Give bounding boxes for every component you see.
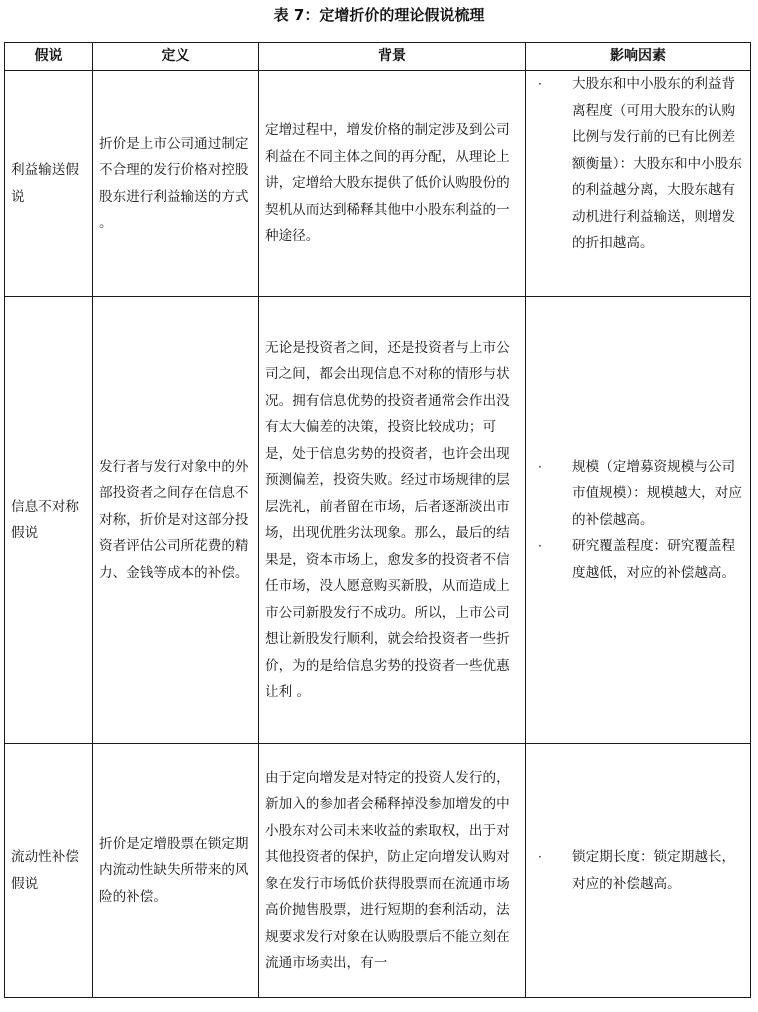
background-cell: 无论是投资者之间，还是投资者与上市公司之间，都会出现信息不对称的情形与状况。拥有信息优势的投资者通常会作出没有太大偏差的决策，投资比较成功；可是，处于信息劣势的投资者，也许会出现预测偏差，投资失败。经过市场规律的层层洗礼，前者留在市场，后者逐渐淡出市场，出现优胜劣汰现象。那么，最后的结果是，资本市场上，愈发多的投资者不信任市场，没人愿意购买新股，从而造成上市公司新股发行不成功。所以，上市公司想让新股发行顺利，就会给投资者一些折价，为的是给信息劣势的投资者一些优惠让利 。 [259,297,526,744]
factor-text: 研究覆盖程度：研究覆盖程度越低，对应的补偿越高。 [572,538,736,581]
factors-cell [526,297,751,744]
background-cell: 定增过程中，增发价格的制定涉及到公司利益在不同主体之间的再分配，从理论上讲，定增给大股东提供了低价认购股份的契机从而达到稀释其他中小股东利益的一种途径。 [259,71,526,297]
factor-text: 规模（定增募资规模与公司市值规模）：规模越大，对应的补偿越高。 [572,458,742,528]
bullet-icon: · [538,850,542,864]
definition-cell: 折价是上市公司通过制定不合理的发行价格对控股股东进行利益输送的方式 。 [93,71,259,297]
definition-cell: 发行者与发行对象中的外部投资者之间存在信息不对称，折价是对这部分投资者评估公司所花费的精力、金钱等成本的补偿。 [93,297,259,744]
table-row [5,744,751,998]
factors-cell [526,71,751,297]
table-row [5,297,751,744]
header-row [5,43,751,71]
bullet-icon: · [538,459,542,474]
hypothesis-cell: 信息不对称假说 [5,297,93,744]
hypothesis-cell: 流动性补偿假说 [5,744,93,998]
factors-cell [526,744,751,998]
factor-text: 大股东和中小股东的利益背离程度（可用大股东的认购比例与发行前的已有比例差额衡量）：大股东和中小股东的利益越分离，大股东越有动机进行利益输送，则增发的折扣越高。 [572,76,742,251]
bullet-icon: · [538,539,542,554]
bullet-icon: · [538,77,542,91]
header-factors: 影响因素 [526,43,751,71]
header-hypothesis: 假说 [5,43,93,71]
factor-item [532,533,744,586]
table-title: 表 7：定增折价的理论假说梳理 [273,6,485,24]
table-row [5,71,751,297]
hypothesis-table [4,42,751,998]
factor-item [532,844,744,897]
background-cell: 由于定向增发是对特定的投资人发行的，新加入的参加者会稀释掉没参加增发的中小股东对公司未来收益的索取权，出于对其他投资者的保护，防止定向增发认购对象在发行市场低价获得股票而在流通市场高价抛售股票，进行短期的套利活动，法规要求发行对象在认购股票后不能立刻在流通市场卖出，有一 [259,744,526,998]
definition-cell: 折价是定增股票在锁定期内流动性缺失所带来的风险的补偿。 [93,744,259,998]
factor-item [532,71,744,257]
factor-item [532,454,744,534]
hypothesis-cell: 利益输送假说 [5,71,93,297]
header-background: 背景 [259,43,526,71]
header-definition: 定义 [93,43,259,71]
factor-text: 锁定期长度：锁定期越长，对应的补偿越高。 [572,849,736,892]
